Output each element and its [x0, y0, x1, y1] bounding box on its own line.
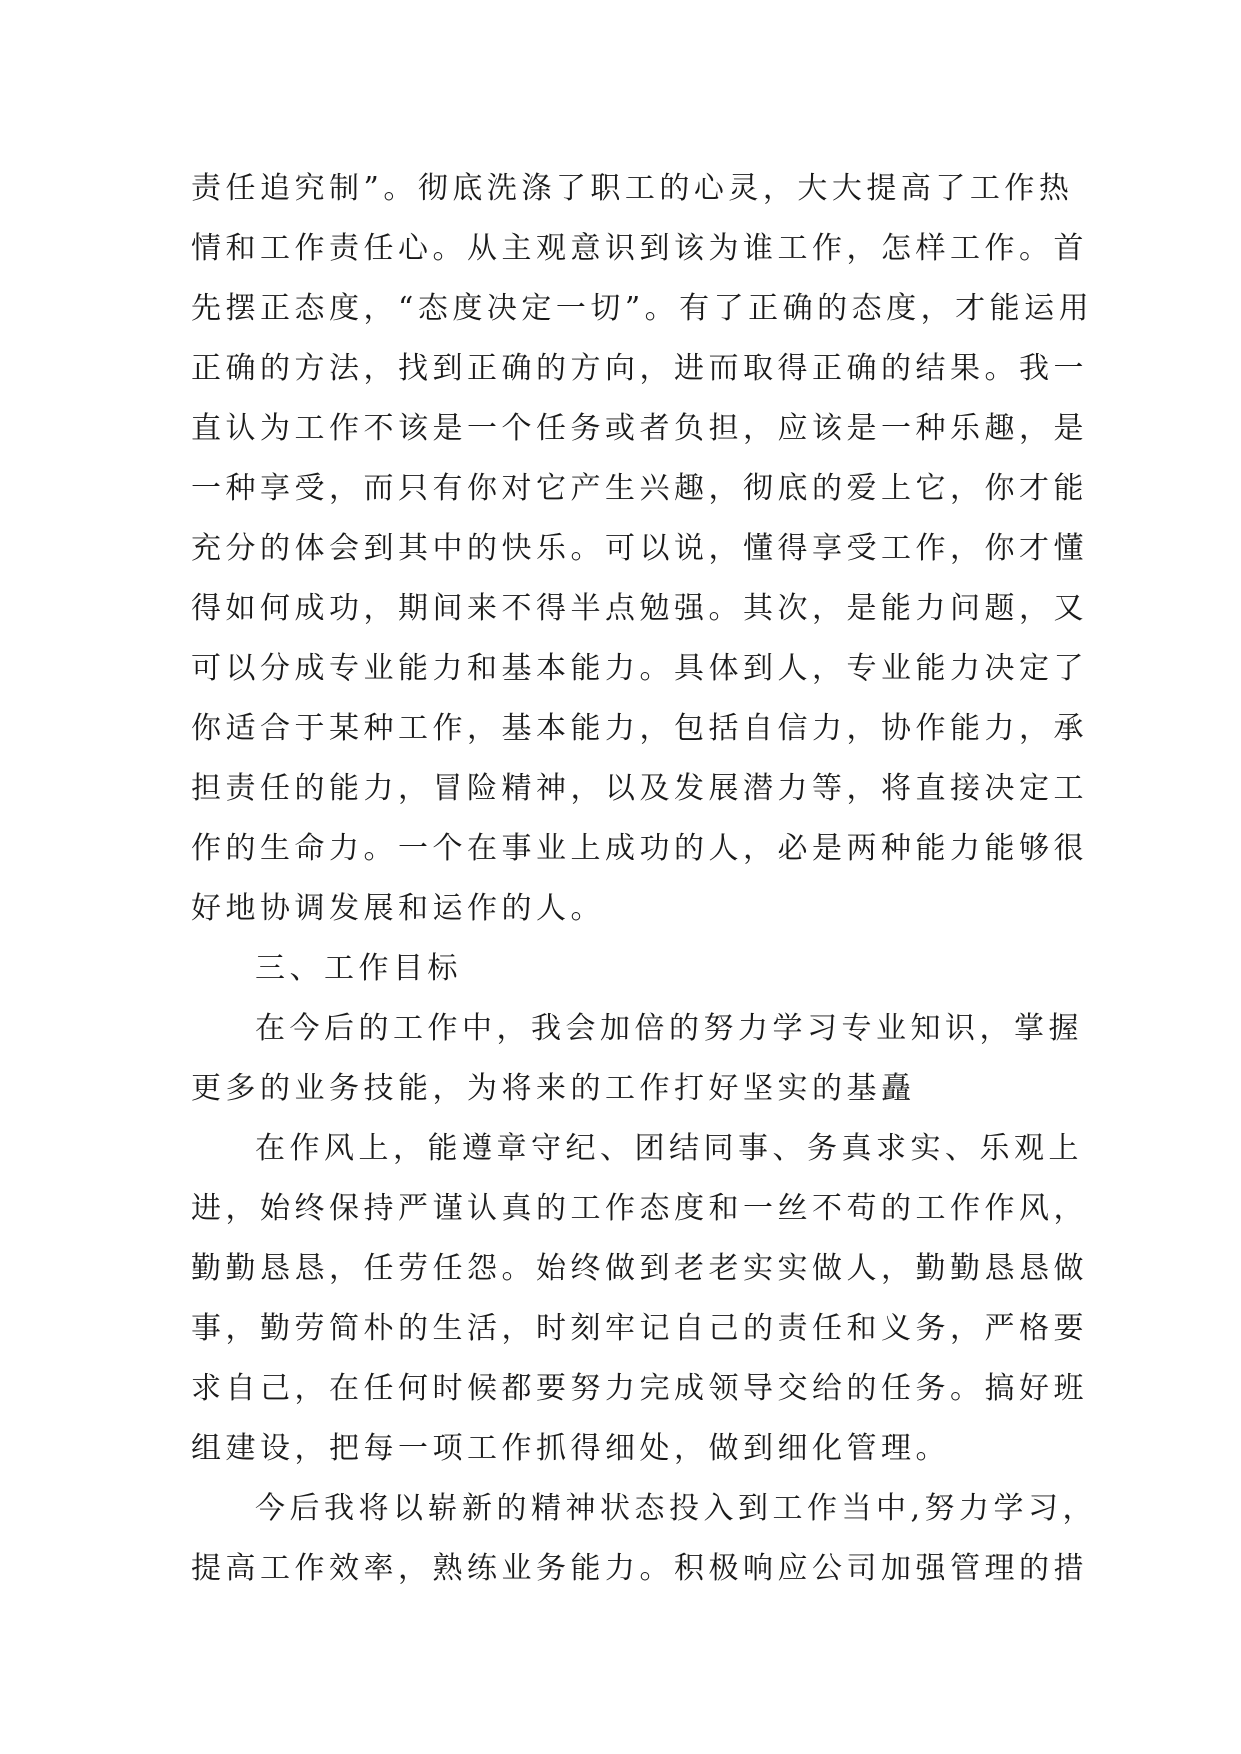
body-text-line: 更多的业务技能，为将来的工作打好坚实的基矗	[191, 1071, 916, 1106]
body-text-line: 勤勤恳恳，任劳任怨。始终做到老老实实做人，勤勤恳恳做	[191, 1251, 1088, 1286]
body-text-line: 情和工作责任心。从主观意识到该为谁工作，怎样工作。首	[191, 231, 1088, 266]
body-text-line: 可以分成专业能力和基本能力。具体到人，专业能力决定了	[191, 651, 1088, 686]
paragraph-first-line: 今后我将以崭新的精神状态投入到工作当中,努力学习，	[255, 1491, 1098, 1526]
body-text-line: 先摆正态度，“态度决定一切”。有了正确的态度，才能运用	[191, 291, 1094, 326]
body-text-line: 好地协调发展和运作的人。	[191, 891, 605, 926]
document-body	[191, 159, 1098, 1599]
body-text-line: 得如何成功，期间来不得半点勉强。其次，是能力问题，又	[191, 591, 1088, 626]
body-text-line: 作的生命力。一个在事业上成功的人，必是两种能力能够很	[191, 831, 1088, 866]
section-heading: 三、工作目标	[255, 951, 462, 986]
body-text-line: 正确的方法，找到正确的方向，进而取得正确的结果。我一	[191, 351, 1088, 386]
body-text-line: 一种享受，而只有你对它产生兴趣，彻底的爱上它，你才能	[191, 471, 1088, 506]
body-text-line: 组建设，把每一项工作抓得细处，做到细化管理。	[191, 1431, 950, 1466]
paragraph-first-line: 在今后的工作中，我会加倍的努力学习专业知识，掌握	[255, 1011, 1083, 1046]
body-text-line: 事，勤劳简朴的生活，时刻牢记自己的责任和义务，严格要	[191, 1311, 1088, 1346]
paragraph-first-line: 在作风上，能遵章守纪、团结同事、务真求实、乐观上	[255, 1131, 1083, 1166]
body-text-line: 进，始终保持严谨认真的工作态度和一丝不苟的工作作风，	[191, 1191, 1088, 1226]
body-text-line: 责任追究制”。彻底洗涤了职工的心灵，大大提高了工作热	[191, 171, 1074, 206]
body-text-line: 求自己，在任何时候都要努力完成领导交给的任务。搞好班	[191, 1371, 1088, 1406]
body-text-line: 你适合于某种工作，基本能力，包括自信力，协作能力，承	[191, 711, 1088, 746]
body-text-line: 充分的体会到其中的快乐。可以说，懂得享受工作，你才懂	[191, 531, 1088, 566]
body-text-line: 担责任的能力，冒险精神，以及发展潜力等，将直接决定工	[191, 771, 1088, 806]
body-text-line: 提高工作效率，熟练业务能力。积极响应公司加强管理的措	[191, 1551, 1088, 1586]
body-text-line: 直认为工作不该是一个任务或者负担，应该是一种乐趣，是	[191, 411, 1088, 446]
